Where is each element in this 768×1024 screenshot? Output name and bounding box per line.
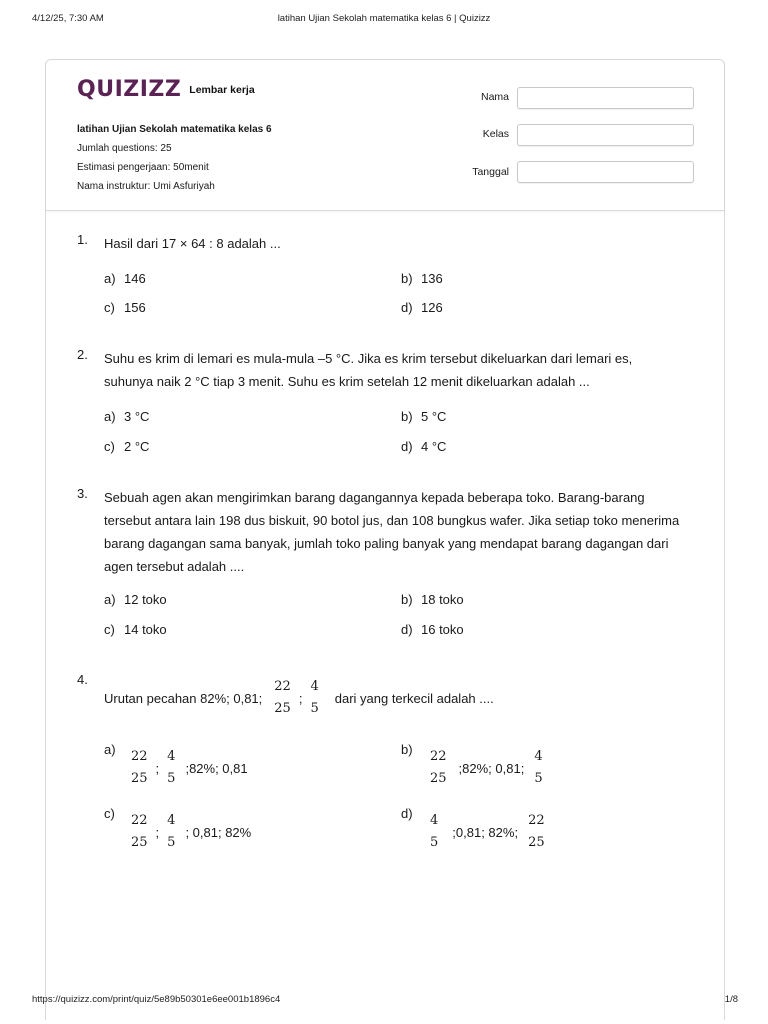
fraction-denominator: 25 (131, 771, 148, 786)
logo-text: QUIZIZZ (77, 77, 182, 102)
fraction-numerator: 4 (167, 749, 176, 764)
option-text: 5 °C (421, 409, 447, 424)
page-number: 1/8 (724, 994, 738, 1005)
question-text-line: Sebuah agen akan mengirimkan barang dagangannya kepada beberapa toko. Barang-barang (104, 490, 645, 505)
option-4c[interactable] (129, 810, 251, 854)
fraction-denominator: 25 (430, 771, 447, 786)
separator: ; (155, 760, 160, 776)
question-text-line: Suhu es krim di lemari es mula-mula –5 °C. Jika es krim tersebut dikeluarkan dari lemari es, (104, 351, 633, 366)
option-text: 126 (421, 300, 443, 315)
fraction-numerator: 4 (167, 813, 176, 828)
class-label: Kelas (482, 128, 509, 140)
option-1a[interactable] (104, 271, 146, 286)
fraction-numerator: 22 (430, 749, 447, 764)
option-1d[interactable] (401, 300, 443, 315)
question-text (104, 486, 694, 578)
fraction-numerator: 22 (274, 679, 291, 694)
name-field[interactable] (517, 87, 694, 109)
fraction (274, 676, 291, 720)
fraction-numerator: 4 (534, 749, 543, 764)
fraction-numerator: 22 (131, 749, 148, 764)
option-text: 156 (124, 300, 146, 315)
question-text-line: agen tersebut adalah .... (104, 559, 245, 574)
option-letter: a) (104, 742, 116, 757)
option-text: 2 °C (124, 439, 150, 454)
option-text: 3 °C (124, 409, 150, 424)
date-field[interactable] (517, 161, 694, 183)
question-number: 2. (77, 347, 88, 362)
option-3d[interactable] (401, 622, 464, 637)
fraction-denominator: 25 (131, 835, 148, 850)
option-letter: a) (104, 592, 116, 607)
option-letter: a) (104, 409, 116, 424)
option-letter: b) (401, 592, 413, 607)
option-1c[interactable] (104, 300, 146, 315)
question-text-line: suhunya naik 2 °C tiap 3 menit. Suhu es krim setelah 12 menit dikeluarkan adalah ... (104, 374, 590, 389)
print-datetime: 4/12/25, 7:30 AM (32, 13, 104, 24)
option-text: 4 °C (421, 439, 447, 454)
quiz-title: latihan Ujian Sekolah matematika kelas 6 (77, 124, 272, 135)
option-text: 146 (124, 271, 146, 286)
option-1b[interactable] (401, 271, 443, 286)
fraction-denominator: 5 (430, 835, 439, 850)
option-4b-letter (401, 742, 413, 757)
fraction (528, 810, 545, 854)
question-number: 3. (77, 486, 88, 501)
option-4a-letter (104, 742, 116, 757)
fraction-numerator: 22 (528, 813, 545, 828)
print-title: latihan Ujian Sekolah matematika kelas 6 | Quizizz (277, 13, 491, 24)
question-text-line: barang dagangan sama banyak, jumlah toko paling banyak yang mendapat barang dagangan dari (104, 536, 669, 551)
logo-subtitle: Lembar kerja (189, 84, 255, 96)
fraction (167, 746, 175, 790)
option-3a[interactable] (104, 592, 167, 607)
instructor-name: Nama instruktur: Umi Asfuriyah (77, 181, 215, 192)
option-text: 12 toko (124, 592, 167, 607)
fraction (131, 810, 148, 854)
name-label: Nama (480, 91, 509, 103)
worksheet-header (46, 60, 724, 211)
question-text-line: tersebut antara lain 198 dus biskuit, 90 botol jus, dan 108 bungkus wafer. Jika setiap toko menerima (104, 513, 680, 528)
option-text: 16 toko (421, 622, 464, 637)
fraction-denominator: 5 (167, 771, 176, 786)
option-4c-letter (104, 806, 115, 821)
separator: ; (155, 824, 160, 840)
date-label: Tanggal (472, 166, 509, 178)
fraction-numerator: 4 (310, 679, 319, 694)
option-2c[interactable] (104, 439, 149, 454)
question-text: Hasil dari 17 × 64 : 8 adalah ... (104, 236, 281, 251)
fraction-denominator: 5 (534, 771, 543, 786)
option-4d-letter (401, 806, 413, 821)
option-2a[interactable] (104, 409, 149, 424)
fraction (131, 746, 148, 790)
fraction (430, 810, 438, 854)
question-count: Jumlah questions: 25 (77, 143, 172, 154)
question-text: dari yang terkecil adalah .... (334, 690, 494, 706)
question-number: 4. (77, 672, 88, 687)
option-3b[interactable] (401, 592, 464, 607)
option-2d[interactable] (401, 439, 446, 454)
question-number: 1. (77, 232, 88, 247)
time-estimate: Estimasi pengerjaan: 50menit (77, 162, 209, 173)
option-letter: c) (104, 300, 115, 315)
class-field[interactable] (517, 124, 694, 146)
fraction-denominator: 25 (528, 835, 545, 850)
question-4-text (104, 676, 494, 720)
option-letter: d) (401, 806, 413, 821)
option-4d[interactable] (428, 810, 547, 854)
fraction (310, 676, 318, 720)
option-text: ;0,81; 82%; (452, 824, 519, 840)
option-text: 136 (421, 271, 443, 286)
option-text: ;82%; 0,81; (458, 760, 525, 776)
option-4a[interactable] (129, 746, 248, 790)
option-text: ;82%; 0,81 (185, 760, 248, 776)
option-text: 14 toko (124, 622, 167, 637)
option-4b[interactable] (428, 746, 545, 790)
fraction-numerator: 22 (131, 813, 148, 828)
option-letter: a) (104, 271, 116, 286)
fraction-numerator: 4 (430, 813, 439, 828)
question-text: Urutan pecahan 82%; 0,81; (104, 690, 263, 706)
option-letter: d) (401, 439, 413, 454)
quiz-info (77, 120, 272, 196)
quizizz-logo (77, 78, 255, 102)
fraction-denominator: 5 (167, 835, 176, 850)
fraction-denominator: 5 (310, 701, 319, 716)
option-letter: b) (401, 271, 413, 286)
print-footer (0, 994, 768, 1010)
option-2b[interactable] (401, 409, 446, 424)
option-text: ; 0,81; 82% (185, 824, 252, 840)
option-text: 18 toko (421, 592, 464, 607)
option-letter: c) (104, 806, 115, 821)
option-letter: d) (401, 622, 413, 637)
option-letter: c) (104, 439, 115, 454)
option-letter: b) (401, 409, 413, 424)
print-url[interactable]: https://quizizz.com/print/quiz/5e89b50301e6ee001b1896c4 (32, 994, 281, 1005)
option-letter: d) (401, 300, 413, 315)
question-text (104, 347, 694, 393)
option-letter: c) (104, 622, 115, 637)
print-header (0, 13, 768, 29)
option-3c[interactable] (104, 622, 167, 637)
fraction (167, 810, 175, 854)
option-letter: b) (401, 742, 413, 757)
fraction (430, 746, 447, 790)
separator: ; (298, 690, 303, 706)
fraction-denominator: 25 (274, 701, 291, 716)
worksheet (45, 59, 725, 1020)
fraction (534, 746, 542, 790)
